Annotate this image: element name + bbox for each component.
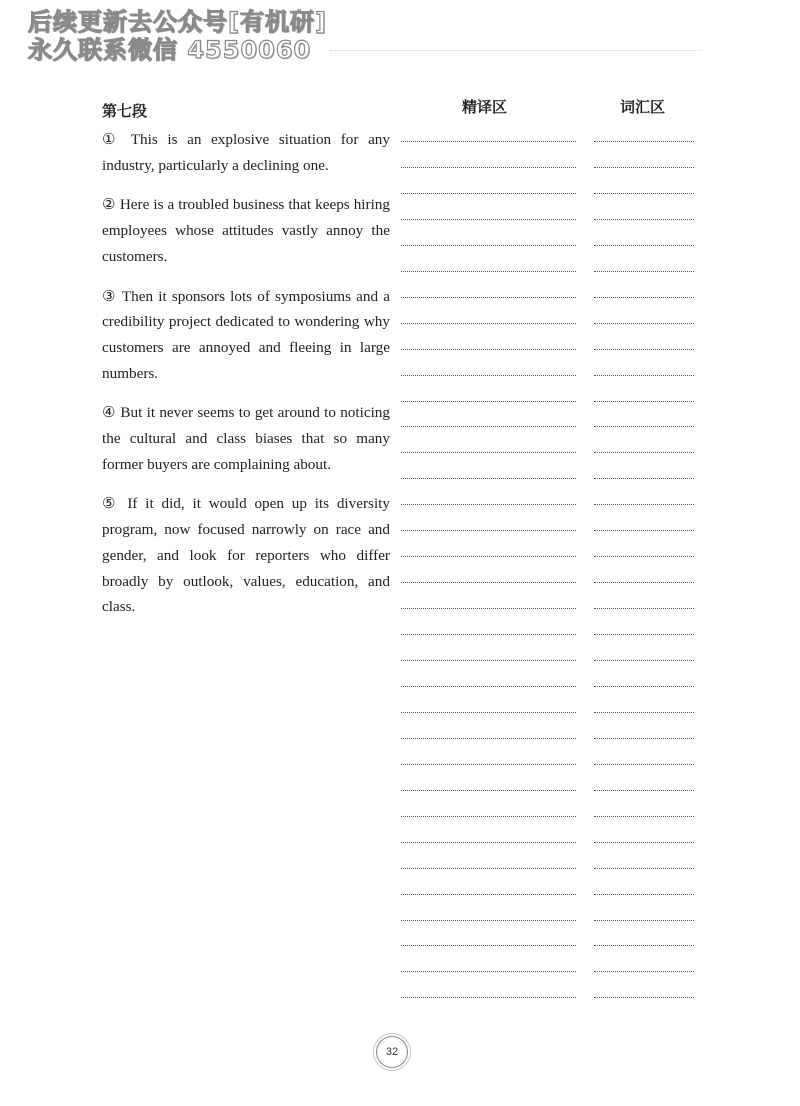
sentence-5: ⑤ If it did, it would open up its diversity program, now focused narrowly on race and gender, and look for reporters who differ broadly by outlook, values, education, and class. <box>102 495 390 616</box>
translation-line <box>401 971 576 972</box>
vocabulary-line <box>594 349 694 350</box>
vocabulary-line <box>594 686 694 687</box>
vocabulary-line <box>594 193 694 194</box>
translation-line <box>401 401 576 402</box>
vocabulary-line <box>594 920 694 921</box>
vocabulary-column-header: 词汇区 <box>620 98 666 116</box>
translation-line <box>401 167 576 168</box>
watermark <box>28 8 348 64</box>
vocabulary-line <box>594 738 694 739</box>
translation-line <box>401 738 576 739</box>
vocabulary-line <box>594 971 694 972</box>
vocabulary-line <box>594 997 694 998</box>
translation-line <box>401 945 576 946</box>
vocabulary-line <box>594 167 694 168</box>
translation-line <box>401 556 576 557</box>
translation-line <box>401 634 576 635</box>
watermark-line-2: 永久联系微信 4550060 <box>28 36 312 64</box>
vocabulary-line <box>594 660 694 661</box>
vocabulary-line <box>594 401 694 402</box>
translation-line <box>401 452 576 453</box>
vocabulary-line <box>594 219 694 220</box>
translation-line <box>401 297 576 298</box>
vocabulary-line <box>594 608 694 609</box>
top-divider <box>330 50 702 51</box>
translation-line <box>401 582 576 583</box>
vocabulary-line <box>594 271 694 272</box>
translation-line <box>401 245 576 246</box>
vocabulary-line <box>594 582 694 583</box>
vocabulary-line <box>594 945 694 946</box>
sentence-list <box>102 127 390 634</box>
vocabulary-line <box>594 868 694 869</box>
vocabulary-line <box>594 375 694 376</box>
translation-line <box>401 478 576 479</box>
vocabulary-line <box>594 297 694 298</box>
vocabulary-line <box>594 426 694 427</box>
vocabulary-line <box>594 556 694 557</box>
vocabulary-line <box>594 842 694 843</box>
page-number: 32 <box>385 1046 399 1058</box>
translation-line <box>401 608 576 609</box>
page-number-badge <box>376 1036 408 1068</box>
translation-line <box>401 842 576 843</box>
vocabulary-line <box>594 712 694 713</box>
watermark-line-1: 后续更新去公众号[有机研] <box>28 8 327 36</box>
translation-line <box>401 920 576 921</box>
translation-line <box>401 219 576 220</box>
vocabulary-line <box>594 530 694 531</box>
vocabulary-line <box>594 323 694 324</box>
vocabulary-line <box>594 245 694 246</box>
sentence-3: ③ Then it sponsors lots of symposiums and a credibility project dedicated to wondering why customers are annoyed and fleeing in large numbers. <box>102 287 390 382</box>
sentence-4: ④ But it never seems to get around to noticing the cultural and class biases that so many former buyers are complaining about. <box>102 404 390 473</box>
translation-line <box>401 816 576 817</box>
translation-line <box>401 660 576 661</box>
translation-line <box>401 868 576 869</box>
vocabulary-line <box>594 504 694 505</box>
translation-line <box>401 712 576 713</box>
sentence-1: ① This is an explosive situation for any industry, particularly a declining one. <box>102 131 390 174</box>
vocabulary-line <box>594 816 694 817</box>
translation-line <box>401 504 576 505</box>
translation-line <box>401 141 576 142</box>
translation-line <box>401 323 576 324</box>
section-title: 第七段 <box>102 102 148 120</box>
vocabulary-line <box>594 478 694 479</box>
vocabulary-line <box>594 141 694 142</box>
translation-line <box>401 271 576 272</box>
vocabulary-line <box>594 452 694 453</box>
vocabulary-line <box>594 634 694 635</box>
translation-line <box>401 426 576 427</box>
translation-line <box>401 686 576 687</box>
translation-line <box>401 790 576 791</box>
translation-line <box>401 375 576 376</box>
vocabulary-line <box>594 764 694 765</box>
translation-line <box>401 997 576 998</box>
translation-line <box>401 530 576 531</box>
vocabulary-line <box>594 790 694 791</box>
sentence-2: ② Here is a troubled business that keeps hiring employees whose attitudes vastly annoy the customers. <box>102 196 390 265</box>
translation-line <box>401 193 576 194</box>
translation-line <box>401 764 576 765</box>
translation-column-header: 精译区 <box>462 98 508 116</box>
vocabulary-line <box>594 894 694 895</box>
translation-line <box>401 349 576 350</box>
translation-line <box>401 894 576 895</box>
